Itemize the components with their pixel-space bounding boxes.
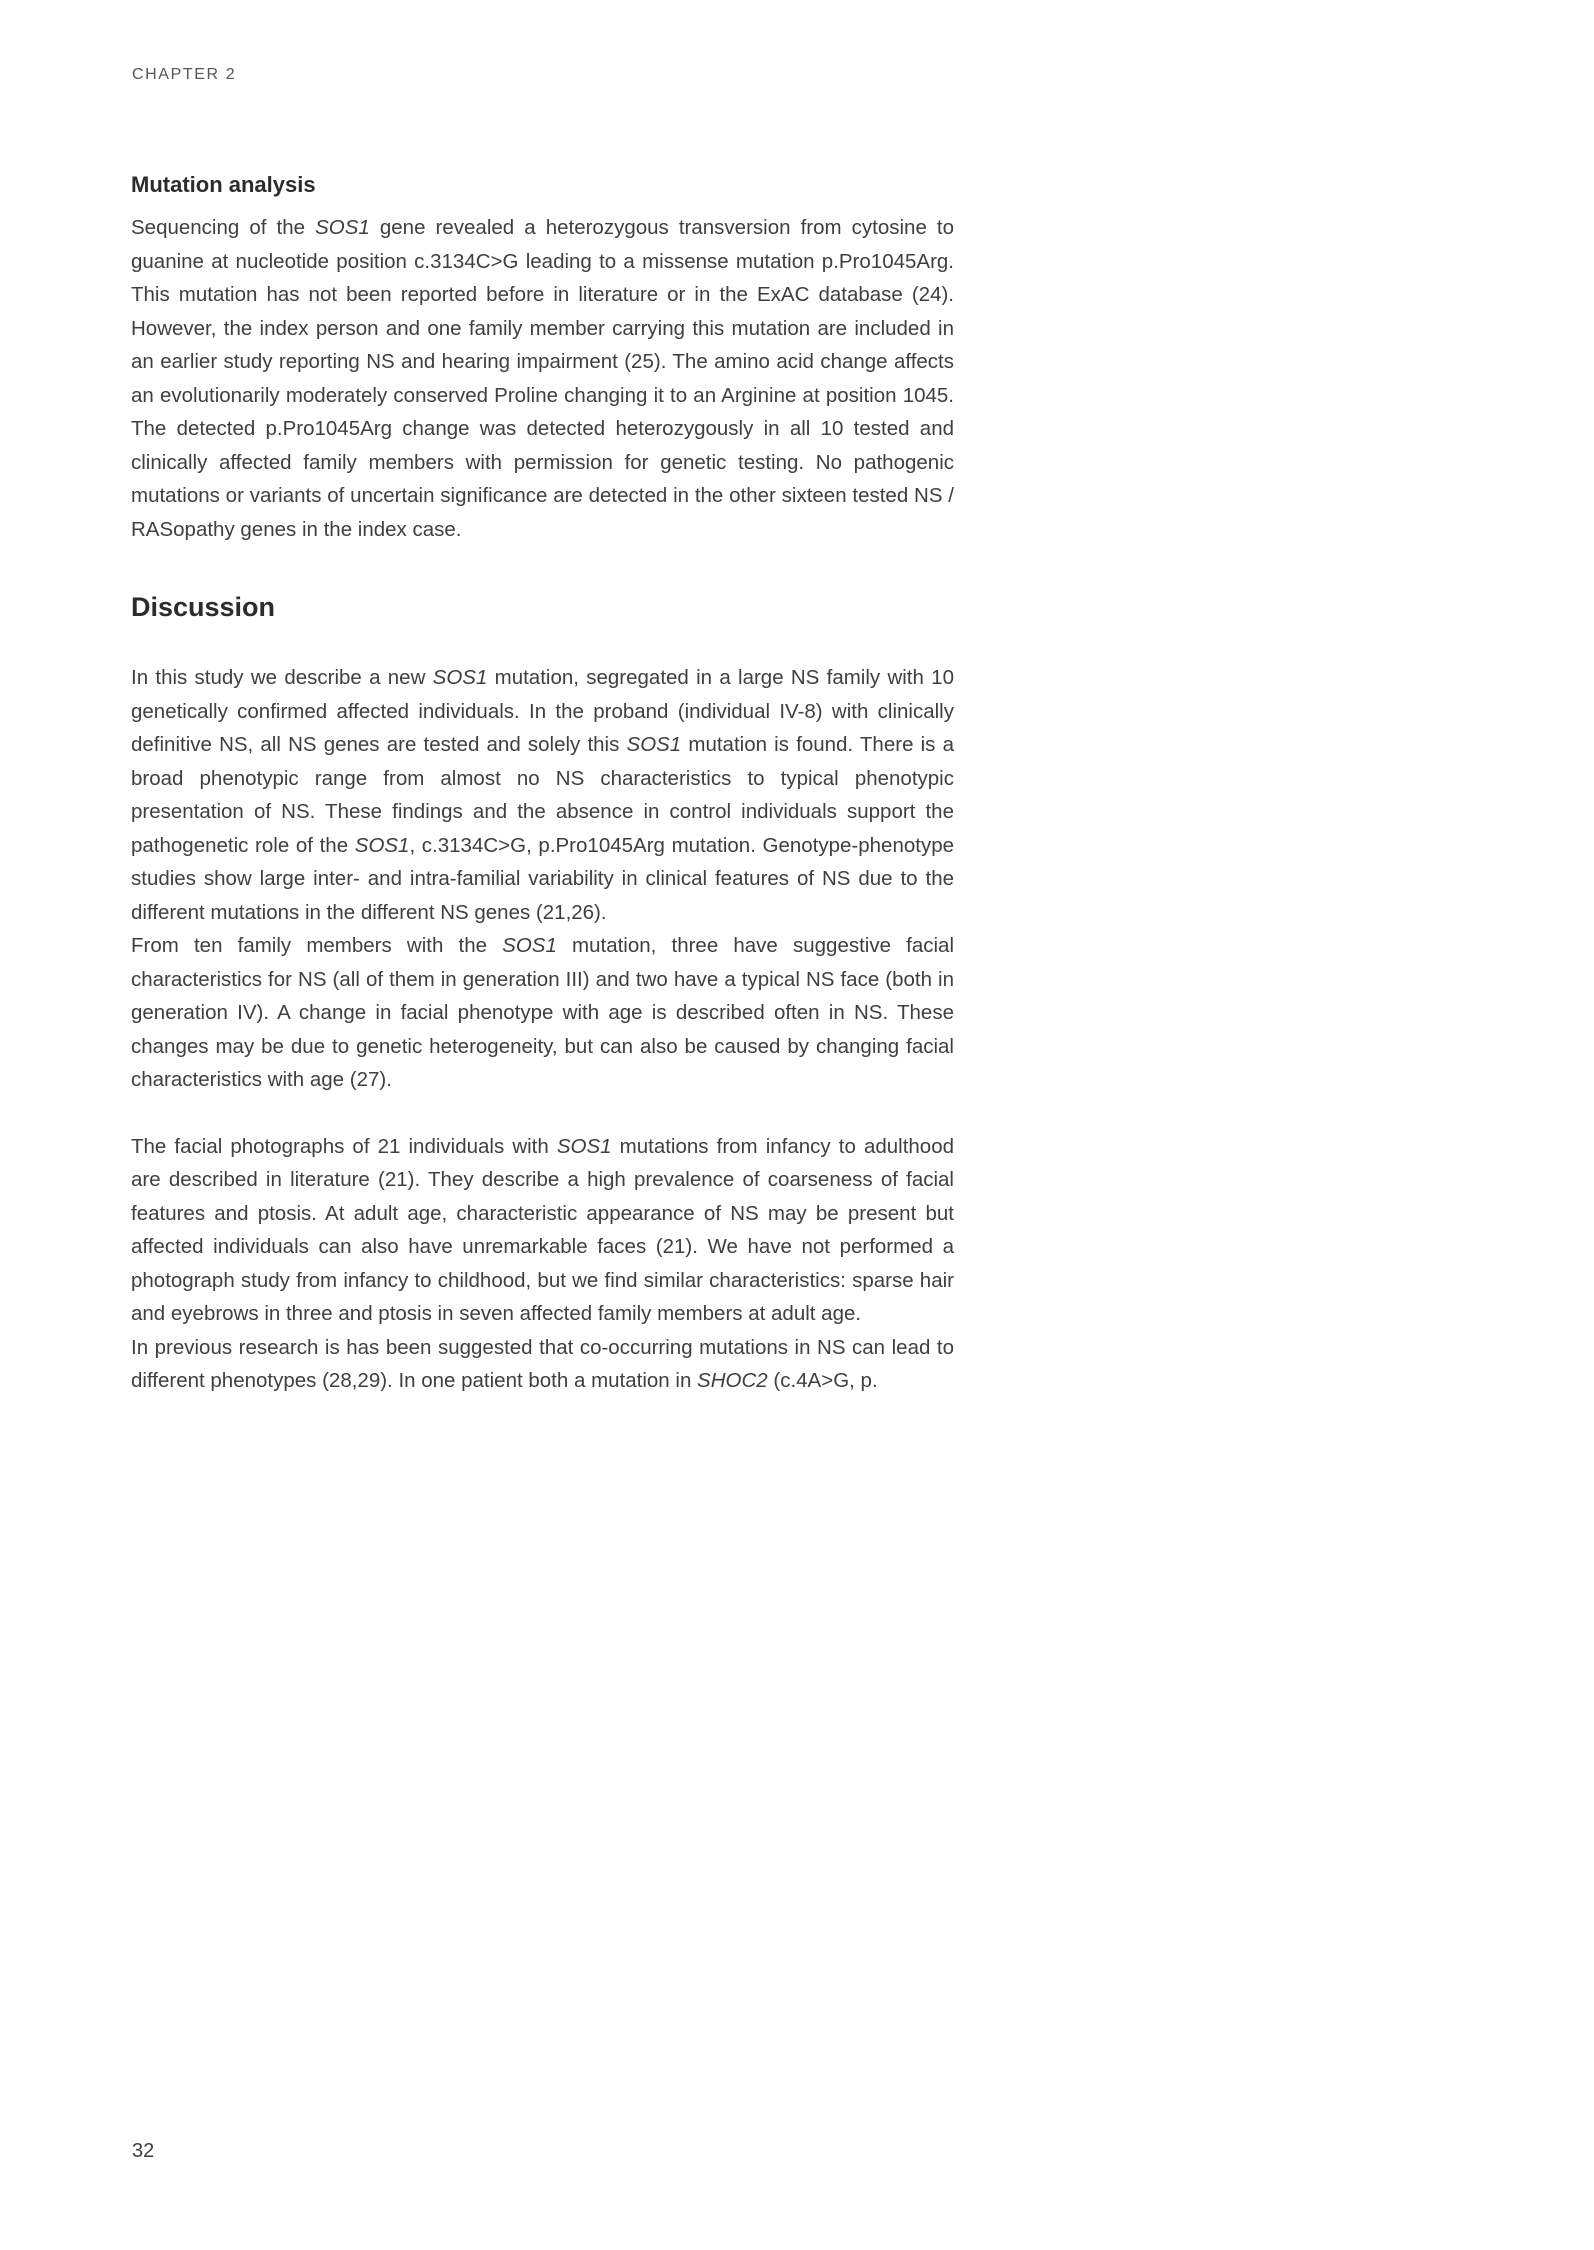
paragraph-discussion-2: From ten family members with the SOS1 mutation, three have suggestive facial characteristics for NS (all of them in generation III) and two have a typical NS face (both in generation IV). A change in facial phenotype with age is described often in NS. These changes may be due to genetic heterogeneity, but can also be caused by changing facial characteristics with age (27). [131,934,955,1091]
section-heading-discussion: Discussion [131,592,276,622]
page-number: 32 [132,2140,155,2162]
paragraph-discussion-4: In previous research is has been suggested that co-occurring mutations in NS can lead to different phenotypes (28,29). In one patient both a mutation in SHOC2 (c.4A>G, p. [131,1335,954,1392]
paragraph-discussion-1: In this study we describe a new SOS1 mutation, segregated in a large NS family with 10 genetically confirmed affected individuals. In the proband (individual IV-8) with clinically definitive NS, all NS genes are tested and solely this SOS1 mutation is found. There is a broad phenotypic range from almost no NS characteristics to typical phenotypic presentation of NS. These findings and the absence in control individuals support the pathogenetic role of the SOS1, c.3134C>G, p.Pro1045Arg mutation. Genotype-phenotype studies show large inter- and intra-familial variability in clinical features of NS due to the different mutations in the different NS genes (21,26). [131,666,955,924]
running-head-chapter: CHAPTER 2 [132,66,237,83]
section-heading-mutation-analysis: Mutation analysis [131,172,316,197]
paragraph-discussion-3: The facial photographs of 21 individuals with SOS1 mutations from infancy to adulthood are described in literature (21). They describe a high prevalence of coarseness of facial features and ptosis. At adult age, characteristic appearance of NS may be present but affected individuals can also have unremarkable faces (21). We have not performed a photograph study from infancy to childhood, but we find similar characteristics: sparse hair and eyebrows in three and ptosis in seven affected family members at adult age. [131,1134,955,1325]
paragraph-mutation-analysis: Sequencing of the SOS1 gene revealed a heterozygous transversion from cytosine to guanine at nucleotide position c.3134C>G leading to a missense mutation p.Pro1045Arg. This mutation has not been reported before in literature or in the ExAC database (24). However, the index person and one family member carrying this mutation are included in an earlier study reporting NS and hearing impairment (25). The amino acid change affects an evolutionarily moderately conserved Proline changing it to an Arginine at position 1045. The detected p.Pro1045Arg change was detected heterozygously in all 10 tested and clinically affected family members with permission for genetic testing. No pathogenic mutations or variants of uncertain significance are detected in the other sixteen tested NS / RASopathy genes in the index case. [131,216,955,541]
page-content [131,172,954,1398]
